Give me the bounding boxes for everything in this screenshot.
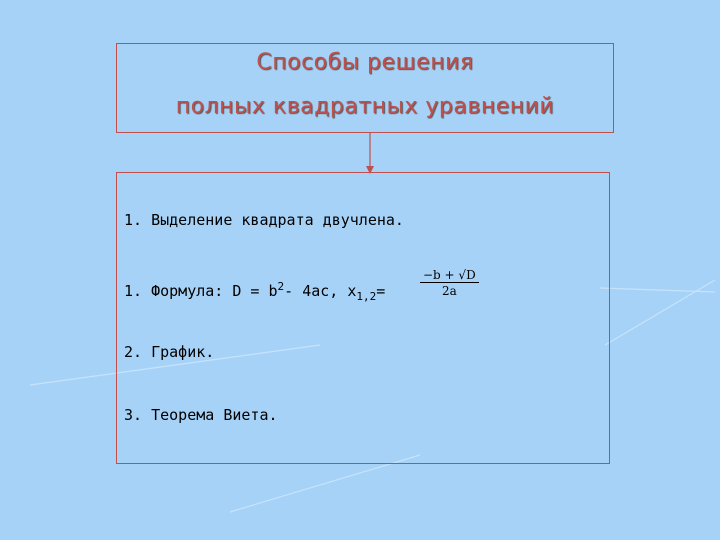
item-text: Теорема Виета.	[151, 406, 278, 424]
item-text: График.	[151, 343, 215, 361]
item-number: 3.	[124, 406, 143, 424]
x-subscript: 1,2	[356, 290, 377, 303]
title-box	[116, 43, 614, 133]
formula-rest: - 4ac,	[284, 282, 339, 300]
method-item	[124, 406, 278, 424]
item-number: 1.	[124, 211, 143, 229]
item-number: 1.	[124, 282, 143, 300]
fraction-numerator: −b + √D	[423, 268, 476, 282]
item-number: 2.	[124, 343, 143, 361]
fraction-denominator: 2a	[420, 282, 479, 298]
formula-label: Формула: D = b	[151, 282, 278, 300]
method-item	[124, 343, 214, 361]
method-item	[124, 211, 404, 229]
item-text: Выделение квадрата двучлена.	[151, 211, 404, 229]
methods-box	[116, 172, 610, 464]
root-fraction	[420, 268, 479, 298]
equals-sign: =	[376, 282, 386, 300]
title-line-2: полных квадратных уравнений	[175, 94, 555, 119]
title-line-1: Способы решения	[256, 50, 474, 75]
x-label: x	[347, 282, 357, 300]
method-item-formula	[124, 280, 385, 303]
formula-exponent: 2	[277, 280, 285, 293]
